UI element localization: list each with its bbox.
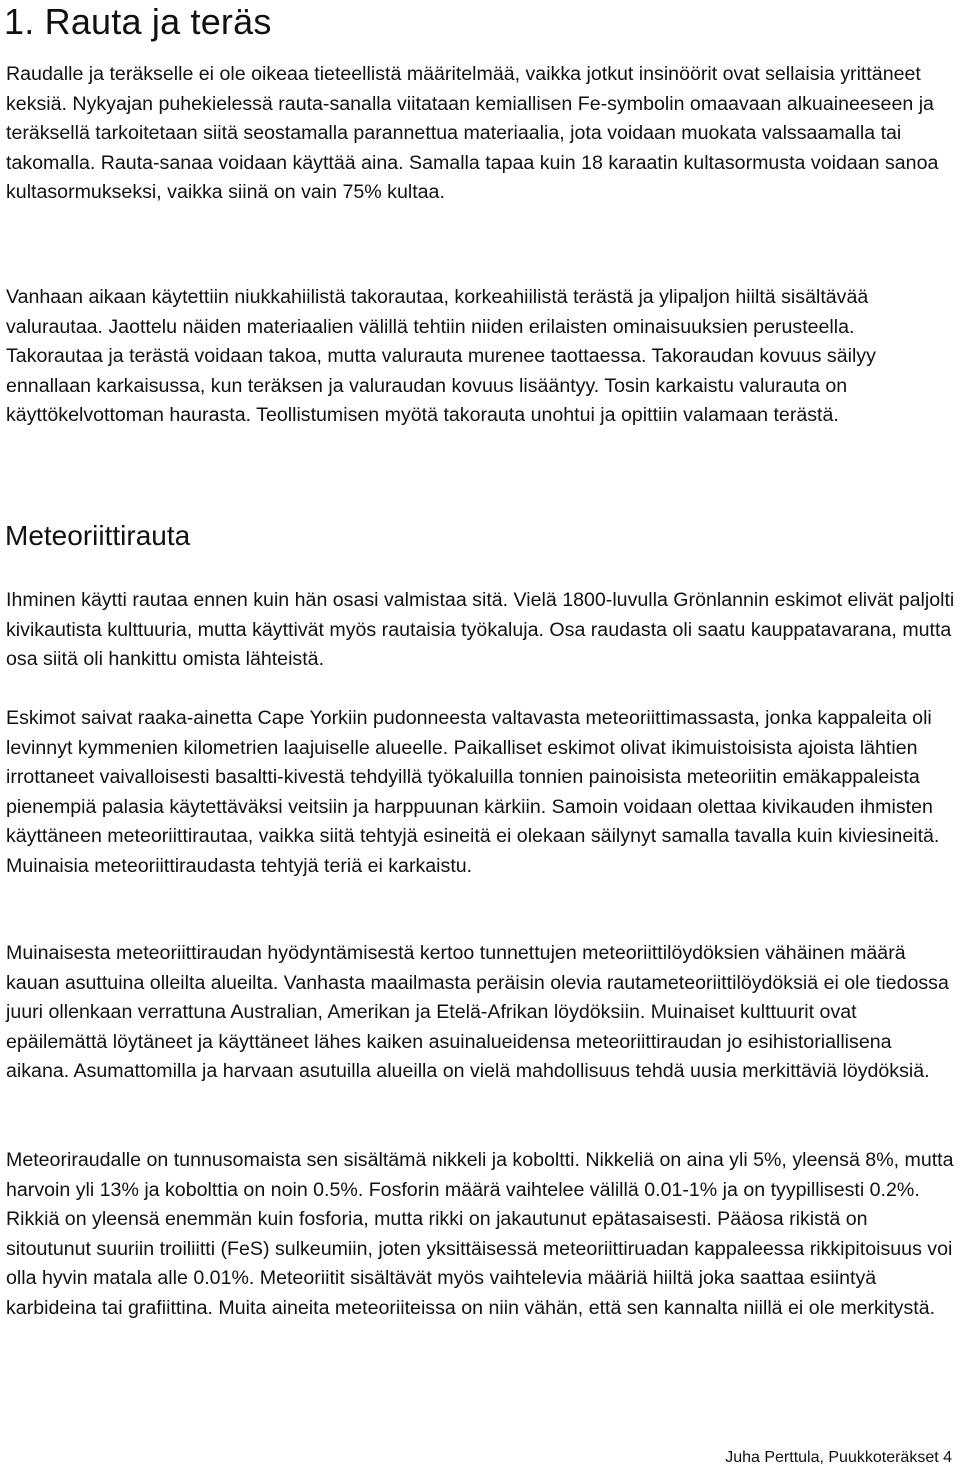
section-paragraph-4: Meteoriraudalle on tunnusomaista sen sisältämä nikkeli ja koboltti. Nikkeliä on aina yli 5%, yleensä 8%, mutta harvoin yli 13% ja kobolttia on noin 0.5%. Fosforin määrä vaihtelee välillä 0.01-1% ja on tyypillisesti 0.2%. Rikkiä on yleensä enemmän kuin fosforia, mutta rikki on jakautunut epätasaisesti. Pääosa rikistä on sitoutunut suuriin troiliitti (FeS) sulkeumiin, joten yksittäisessä meteoriittiruadan kappaleessa rikkipitoisuus voi olla hyvin matala alle 0.01%. Meteoriitit sisältävät myös vaihtelevia määriä hiiltä joka saattaa esiintyä karbideina tai grafiittina. Muita aineita meteoriiteissa on niin vähän, että sen kannalta niillä ei ole merkitystä. bbox=[6, 1149, 954, 1319]
section-paragraph-1: Ihminen käytti rautaa ennen kuin hän osasi valmistaa sitä. Vielä 1800-luvulla Grönlannin eskimot elivät paljolti kivikautista kulttuuria, mutta käyttivät myös rautaisia työkaluja. Osa raudasta oli saatu kauppatavarana, mutta osa siitä oli hankittu omista lähteistä. bbox=[6, 589, 955, 670]
intro-paragraph-2: Vanhaan aikaan käytettiin niukkahiilistä takorautaa, korkeahiilistä terästä ja ylipaljon hiiltä sisältävää valurautaa. Jaottelu näiden materiaalien välillä tehtiin niiden erilaisten ominaisuuksien perusteella. Takorautaa ja terästä voidaan takoa, mutta valurauta murenee taottaessa. Takoraudan kovuus säilyy ennallaan karkaisussa, kun teräksen ja valuraudan kovuus lisääntyy. Tosin karkaistu valurauta on käyttökelvottoman haurasta. Teollistumisen myötä takorauta unohtui ja opittiin valamaan terästä. bbox=[6, 286, 876, 426]
chapter-title: 1. Rauta ja teräs bbox=[4, 1, 272, 42]
section-title: Meteoriittirauta bbox=[5, 520, 191, 551]
section-paragraph-2: Eskimot saivat raaka-ainetta Cape Yorkiin pudonneesta valtavasta meteoriittimassasta, jonka kappaleita oli levinnyt kymmenien kilometrien laajuiselle alueelle. Paikalliset eskimot olivat ikimuistoisista ajoista lähtien irrottaneet vaivalloisesti basaltti-kivestä tehdyillä työkaluilla tonnien painoisista meteoriitin emäkappaleista pienempiä palasia käytettäväksi veitsiin ja harppuunan kärkiin. Samoin voidaan olettaa kivikauden ihmisten käyttäneen meteoriittirautaa, vaikka siitä tehtyjä esineitä ei olekaan säilynyt samalla tavalla kuin kiviesineitä. Muinaisia meteoriittiraudasta tehtyjä teriä ei karkaistu. bbox=[6, 707, 940, 877]
intro-paragraph-1: Raudalle ja teräkselle ei ole oikeaa tieteellistä määritelmää, vaikka jotkut insinöörit ovat sellaisia yrittäneet keksiä. Nykyajan puhekielessä rauta-sanalla viitataan kemiallisen Fe-symbolin omaavaan alkuaineeseen ja teräksellä tarkoitetaan siitä seostamalla parannettua materiaalia, jota voidaan muokata valssaamalla tai takomalla. Rauta-sanaa voidaan käyttää aina. Samalla tapaa kuin 18 karaatin kultasormusta voidaan sanoa kultasormukseksi, vaikka siinä on vain 75% kultaa. bbox=[6, 63, 939, 203]
section-paragraph-3: Muinaisesta meteoriittiraudan hyödyntämisestä kertoo tunnettujen meteoriittilöydöksien vähäinen määrä kauan asuttuina olleilta alueilta. Vanhasta maailmasta peräisin olevia rautameteoriittilöydöksiä ei ole tiedossa juuri ollenkaan verrattuna Australian, Amerikan ja Etelä-Afrikan löydöksiin. Muinaiset kulttuurit ovat epäilemättä löytäneet ja käyttäneet lähes kaiken asuinalueidensa meteoriittiraudan jo esihistoriallisena aikana. Asumattomilla ja harvaan asutuilla alueilla on vielä mahdollisuus tehdä uusia merkittäviä löydöksiä. bbox=[6, 942, 949, 1082]
page-footer: Juha Perttula, Puukkoteräkset 4 bbox=[725, 1449, 952, 1466]
